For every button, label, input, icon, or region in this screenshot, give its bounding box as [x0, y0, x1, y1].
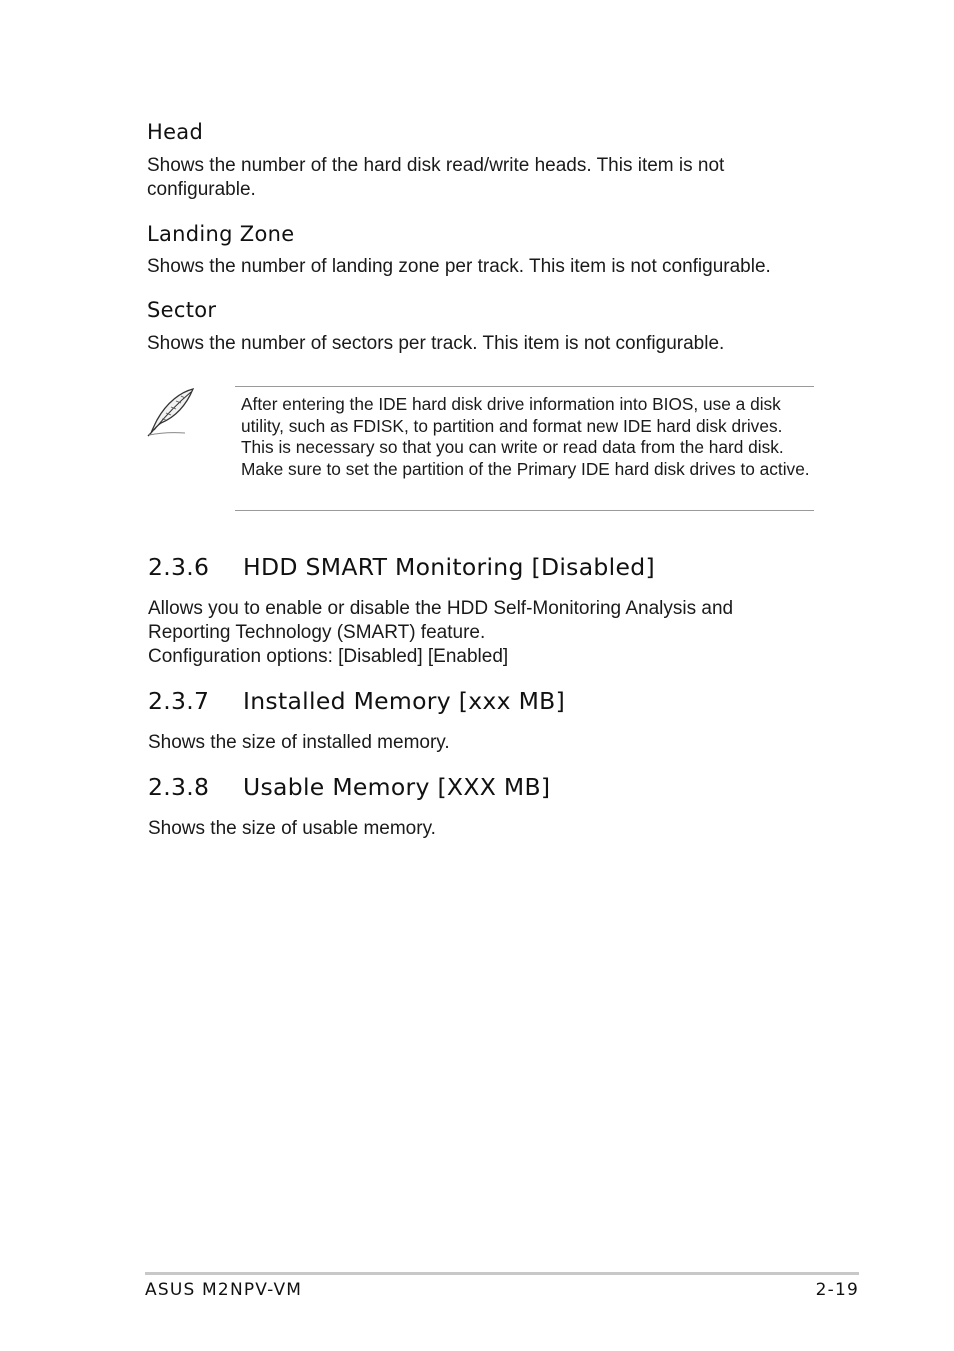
section-title: Installed Memory [xxx MB] — [243, 687, 566, 715]
section-2-3-7-description: Shows the size of installed memory. — [148, 732, 450, 753]
footer-product-name: ASUS M2NPV-VM — [145, 1280, 303, 1300]
sector-description: Shows the number of sectors per track. This item is not configurable. — [147, 333, 725, 354]
note-text: After entering the IDE hard disk drive information into BIOS, use a disk utility, such as FDISK, to partition and format new IDE hard disk drives. This is necessary so that you can write or read data from the hard disk. Make sure to set the partition of the Primary IDE hard disk drives to active. — [241, 394, 810, 479]
footer-page-number: 2-19 — [815, 1280, 859, 1300]
note-box — [235, 386, 814, 511]
head-description: Shows the number of the hard disk read/write heads. This item is not configurable. — [147, 155, 725, 200]
section-2-3-8-description: Shows the size of usable memory. — [148, 818, 436, 839]
section-number: 2.3.7 — [148, 687, 210, 715]
section-title: Usable Memory [XXX MB] — [243, 773, 551, 801]
head-heading: Head — [147, 120, 204, 144]
landing-zone-heading: Landing Zone — [147, 222, 295, 246]
section-title: HDD SMART Monitoring [Disabled] — [243, 553, 655, 581]
section-2-3-7-heading — [148, 687, 565, 715]
footer-rule — [145, 1272, 859, 1275]
section-2-3-6-description: Allows you to enable or disable the HDD Self-Monitoring Analysis and Reporting Technology (SMART) feature. Configuration options: [Disabled] [Enabled] — [148, 598, 734, 667]
sector-heading: Sector — [147, 298, 217, 322]
feather-pen-icon — [145, 386, 197, 438]
section-2-3-8-heading — [148, 773, 550, 801]
landing-zone-description: Shows the number of landing zone per track. This item is not configurable. — [147, 256, 771, 277]
section-number: 2.3.6 — [148, 553, 210, 581]
section-number: 2.3.8 — [148, 773, 210, 801]
section-2-3-6-heading — [148, 553, 655, 581]
